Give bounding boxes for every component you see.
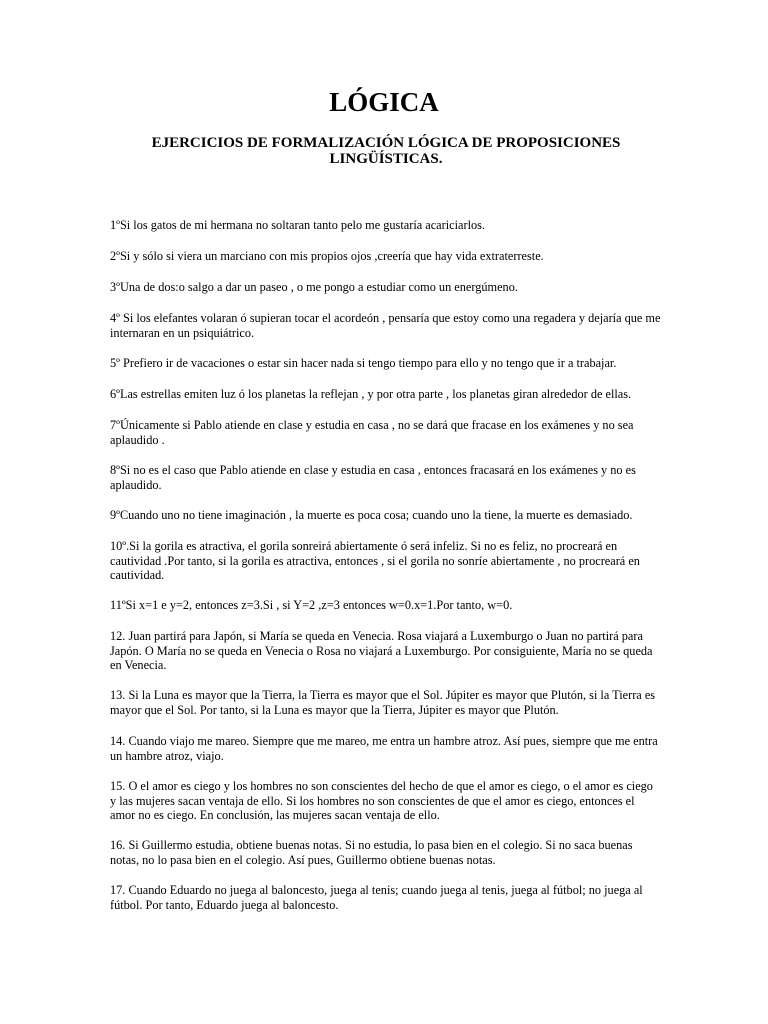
exercise-9: 9ºCuando uno no tiene imaginación , la muerte es poca cosa; cuando uno la tiene, la muerte es demasiado. bbox=[110, 508, 633, 522]
exercise-16: 16. Si Guillermo estudia, obtiene buenas notas. Si no estudia, lo pasa bien en el colegio. Si no saca buenas notas, no lo pasa bien en el colegio. Así pues, Guillermo obtiene buenas notas. bbox=[110, 838, 633, 867]
exercise-10: 10º.Si la gorila es atractiva, el gorila sonreirá abiertamente ó será infeliz. Si no es feliz, no procreará en cautividad .Por tanto, si la gorila es atractiva, entonces , si el gorila no sonríe abiertamente , no procreará en cautividad. bbox=[110, 539, 640, 583]
exercise-1: 1ºSi los gatos de mi hermana no soltaran tanto pelo me gustaría acariciarlos. bbox=[110, 218, 486, 232]
page-subtitle: EJERCICIOS DE FORMALIZACIÓN LÓGICA DE PROPOSICIONES LINGÜÍSTICAS. bbox=[151, 135, 621, 167]
exercise-5: 5º Prefiero ir de vacaciones o estar sin hacer nada si tengo tiempo para ello y no tengo que ir a trabajar. bbox=[110, 356, 617, 370]
exercise-7: 7ºÚnicamente si Pablo atiende en clase y estudia en casa , no se dará que fracase en los exámenes y no sea aplaudido . bbox=[110, 418, 634, 447]
exercise-8: 8ºSi no es el caso que Pablo atiende en clase y estudia en casa , entonces fracasará en los exámenes y no es aplaudido. bbox=[110, 463, 636, 492]
exercise-17: 17. Cuando Eduardo no juega al baloncesto, juega al tenis; cuando juega al tenis, juega al fútbol; no juega al fútbol. Por tanto, Eduardo juega al baloncesto. bbox=[110, 883, 643, 912]
exercise-13: 13. Si la Luna es mayor que la Tierra, la Tierra es mayor que el Sol. Júpiter es mayor que Plutón, si la Tierra es mayor que el Sol. Por tanto, si la Luna es mayor que la Tierra, Júpiter es mayor que Plutón. bbox=[110, 688, 656, 717]
exercise-4: 4º Si los elefantes volaran ó supieran tocar el acordeón , pensaría que estoy como una regadera y dejaría que me internaran en un psiquiátrico. bbox=[110, 311, 661, 340]
exercise-2: 2ºSi y sólo si viera un marciano con mis propios ojos ,creería que hay vida extraterreste. bbox=[110, 249, 544, 263]
exercise-11: 11ºSi x=1 e y=2, entonces z=3.Si , si Y=2 ,z=3 entonces w=0.x=1.Por tanto, w=0. bbox=[110, 598, 513, 612]
exercise-14: 14. Cuando viajo me mareo. Siempre que me mareo, me entra un hambre atroz. Así pues, siempre que me entra un hambre atroz, viajo. bbox=[110, 734, 658, 763]
exercise-3: 3ºUna de dos:o salgo a dar un paseo , o me pongo a estudiar como un energúmeno. bbox=[110, 280, 518, 294]
exercise-15: 15. O el amor es ciego y los hombres no son conscientes del hecho de que el amor es ciego, o el amor es ciego y las mujeres sacan ventaja de ello. Si los hombres no son conscientes de que el amor es ciego, entonces el amor no es ciego. En conclusión, las mujeres sacan ventaja de ello. bbox=[110, 779, 653, 823]
page-title: LÓGICA bbox=[329, 87, 439, 117]
exercise-6: 6ºLas estrellas emiten luz ó los planetas la reflejan , y por otra parte , los planetas giran alrededor de ellas. bbox=[110, 387, 632, 401]
exercise-12: 12. Juan partirá para Japón, si María se queda en Venecia. Rosa viajará a Luxemburgo o Juan no partirá para Japón. O María no se queda en Venecia o Rosa no viajará a Luxemburgo. Por consiguiente, María no se queda en Venecia. bbox=[110, 629, 653, 673]
